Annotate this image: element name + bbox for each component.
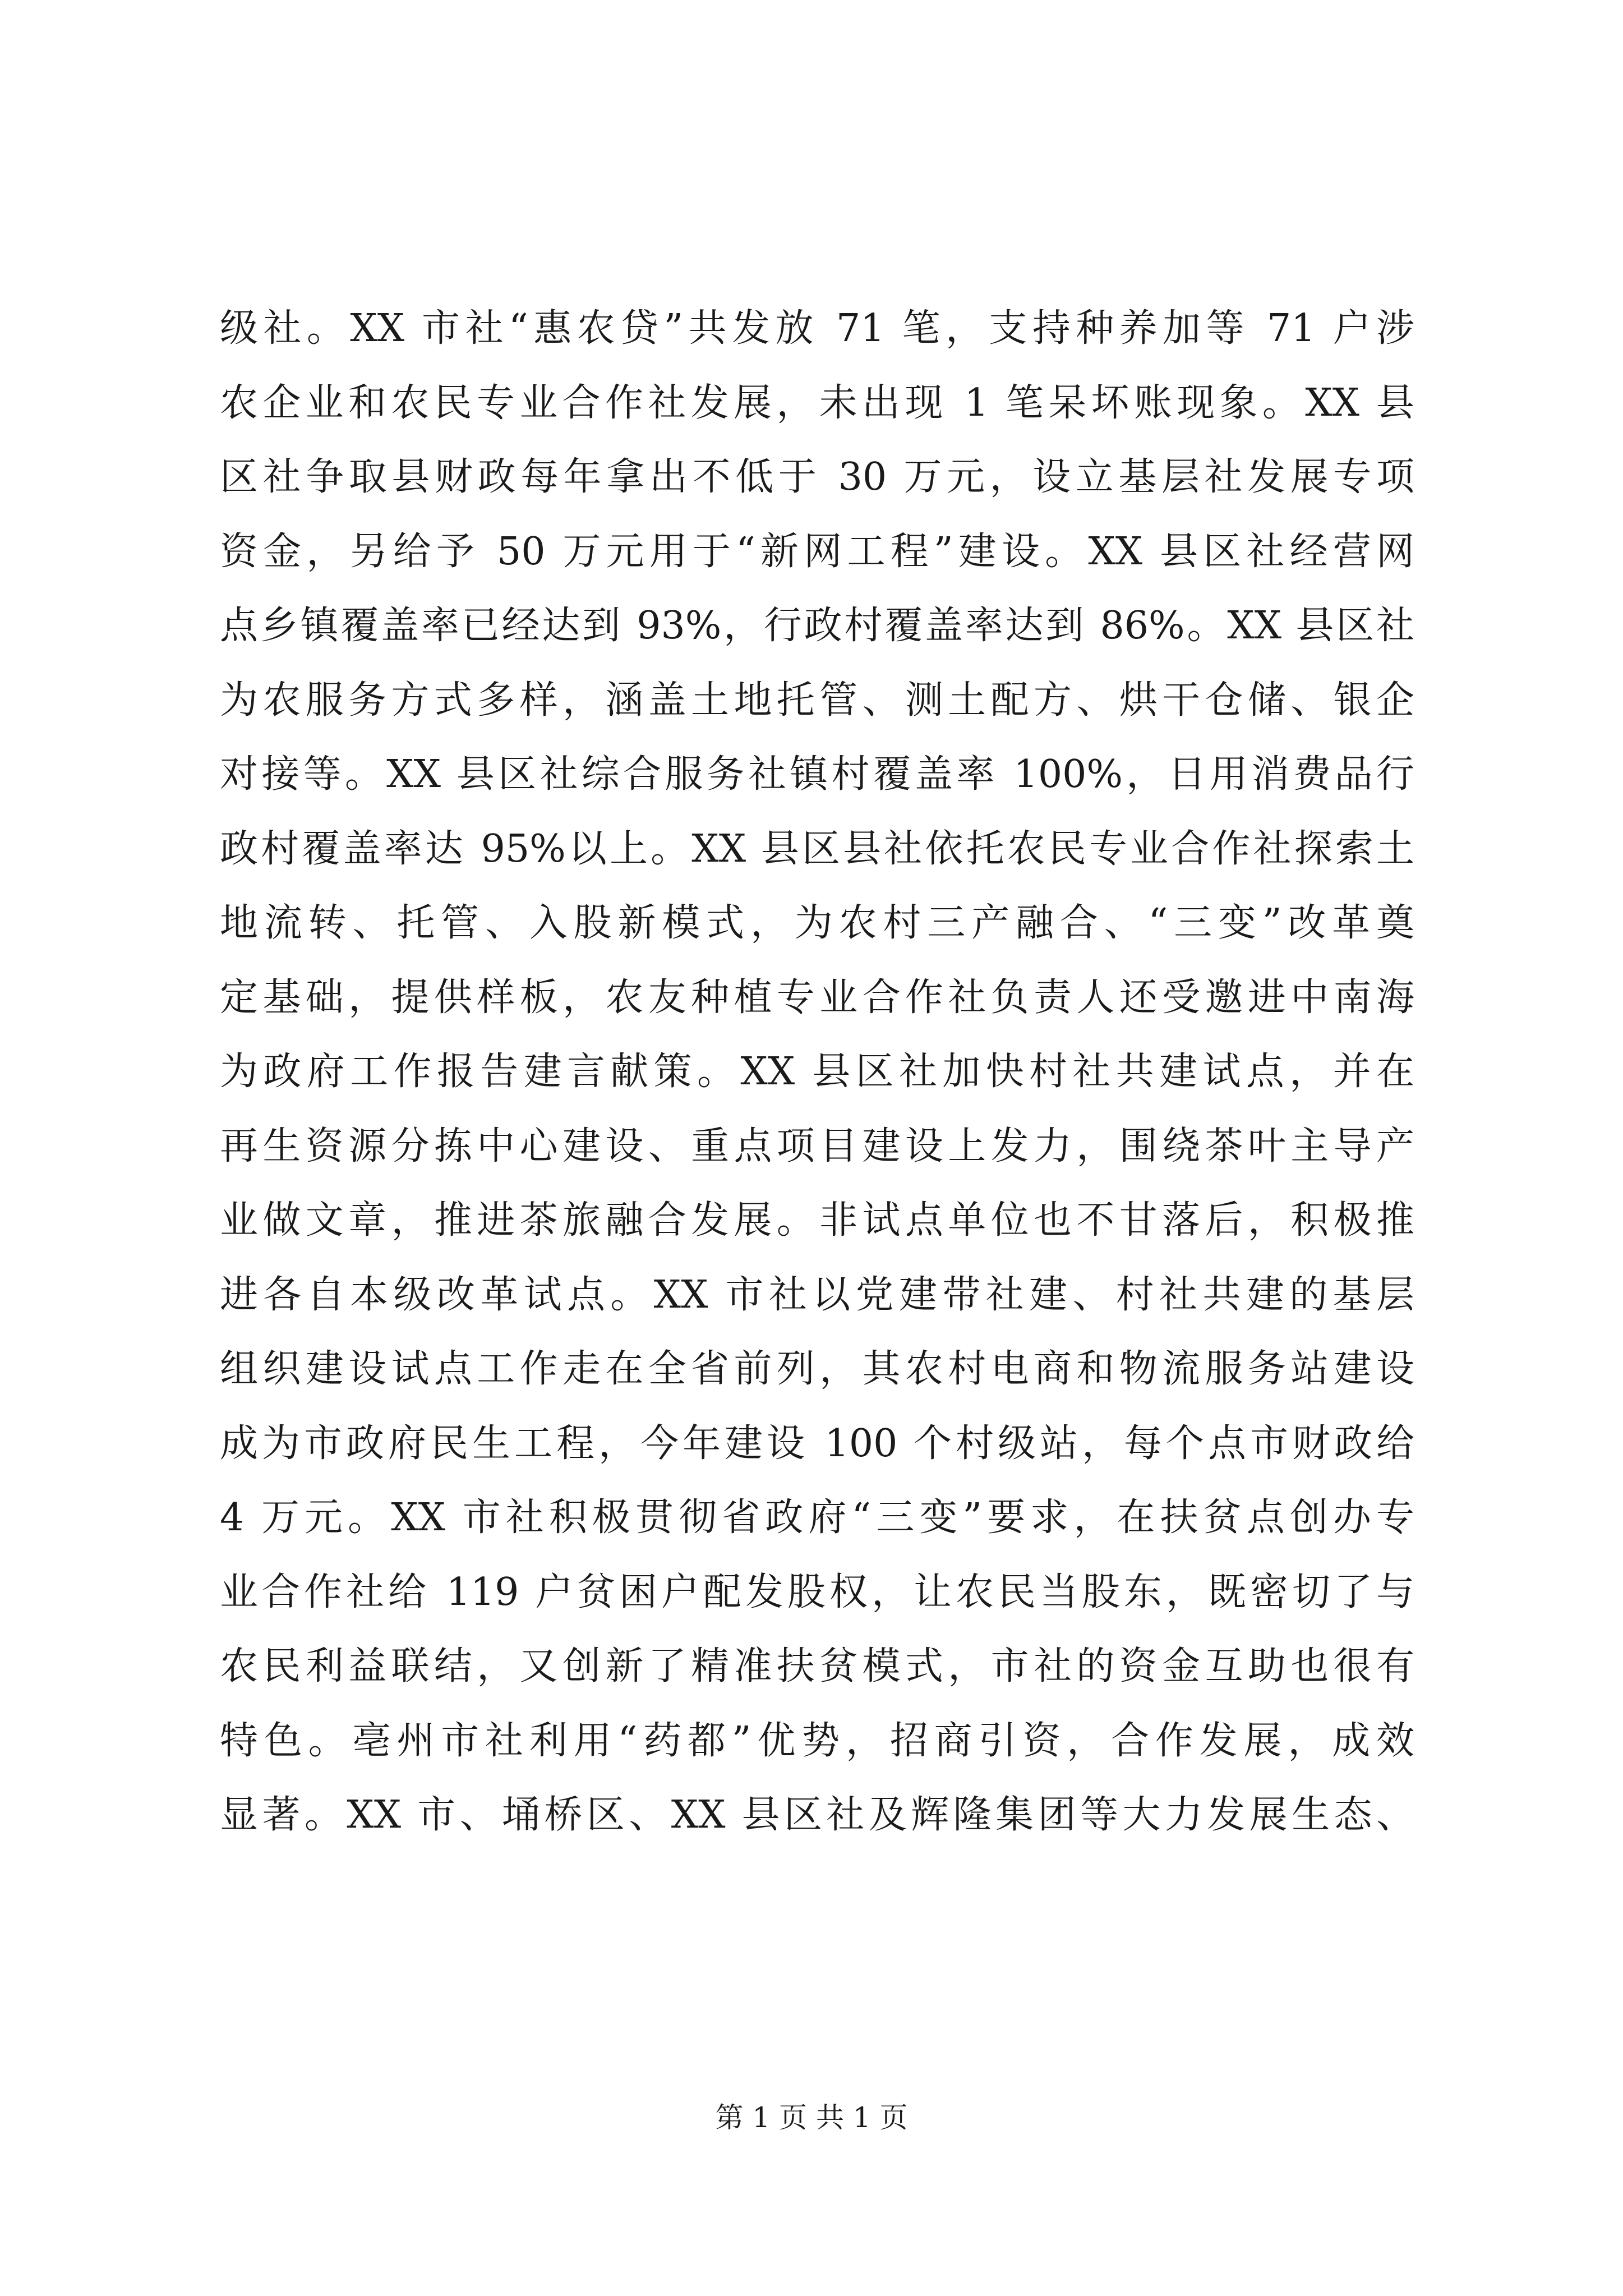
text-line: 对接等。XX 县区社综合服务社镇村覆盖率 100%，日用消费品行 bbox=[220, 752, 1414, 797]
text-line: 农企业和农民专业合作社发展，未出现 1 笔呆坏账现象。XX 县 bbox=[220, 380, 1414, 425]
text-line: 区社争取县财政每年拿出不低于 30 万元，设立基层社发展专项 bbox=[220, 455, 1414, 499]
text-line: 成为市政府民生工程，今年建设 100 个村级站，每个点市财政给 bbox=[220, 1421, 1414, 1466]
text-line: 业做文章，推进茶旅融合发展。非试点单位也不甘落后，积极推 bbox=[220, 1198, 1414, 1243]
text-line: 农民利益联结，又创新了精准扶贫模式，市社的资金互助也很有 bbox=[220, 1644, 1414, 1688]
text-line: 再生资源分拣中心建设、重点项目建设上发力，围绕茶叶主导产 bbox=[220, 1124, 1414, 1168]
text-line: 定基础，提供样板，农友种植专业合作社负责人还受邀进中南海 bbox=[220, 975, 1414, 1020]
page-footer bbox=[0, 2098, 1623, 2137]
text-line: 点乡镇覆盖率已经达到 93%，行政村覆盖率达到 86%。XX 县区社 bbox=[220, 604, 1414, 648]
body-paragraph bbox=[220, 292, 1414, 1853]
page-number-label: 第 1 页 共 1 页 bbox=[715, 2101, 908, 2134]
text-line: 地流转、托管、入股新模式，为农村三产融合、“三变”改革奠 bbox=[220, 901, 1414, 945]
text-line: 特色。亳州市社利用“药都”优势，招商引资，合作发展，成效 bbox=[220, 1718, 1414, 1763]
text-line: 政村覆盖率达 95%以上。XX 县区县社依托农民专业合作社探索土 bbox=[220, 826, 1414, 871]
text-line: 进各自本级改革试点。XX 市社以党建带社建、村社共建的基层 bbox=[220, 1272, 1414, 1317]
text-line: 为农服务方式多样，涵盖土地托管、测土配方、烘干仓储、银企 bbox=[220, 678, 1414, 723]
text-line: 4 万元。XX 市社积极贯彻省政府“三变”要求，在扶贫点创办专 bbox=[220, 1496, 1414, 1540]
text-line: 级社。XX 市社“惠农贷”共发放 71 笔，支持种养加等 71 户涉 bbox=[220, 306, 1414, 351]
text-line: 为政府工作报告建言献策。XX 县区社加快村社共建试点，并在 bbox=[220, 1050, 1414, 1094]
text-line: 显著。XX 市、埇桥区、XX 县区社及辉隆集团等大力发展生态、 bbox=[220, 1793, 1414, 1837]
text-line: 业合作社给 119 户贫困户配发股权，让农民当股东，既密切了与 bbox=[220, 1570, 1414, 1614]
text-line: 组织建设试点工作走在全省前列，其农村电商和物流服务站建设 bbox=[220, 1347, 1414, 1391]
text-line: 资金，另给予 50 万元用于“新网工程”建设。XX 县区社经营网 bbox=[220, 529, 1414, 574]
